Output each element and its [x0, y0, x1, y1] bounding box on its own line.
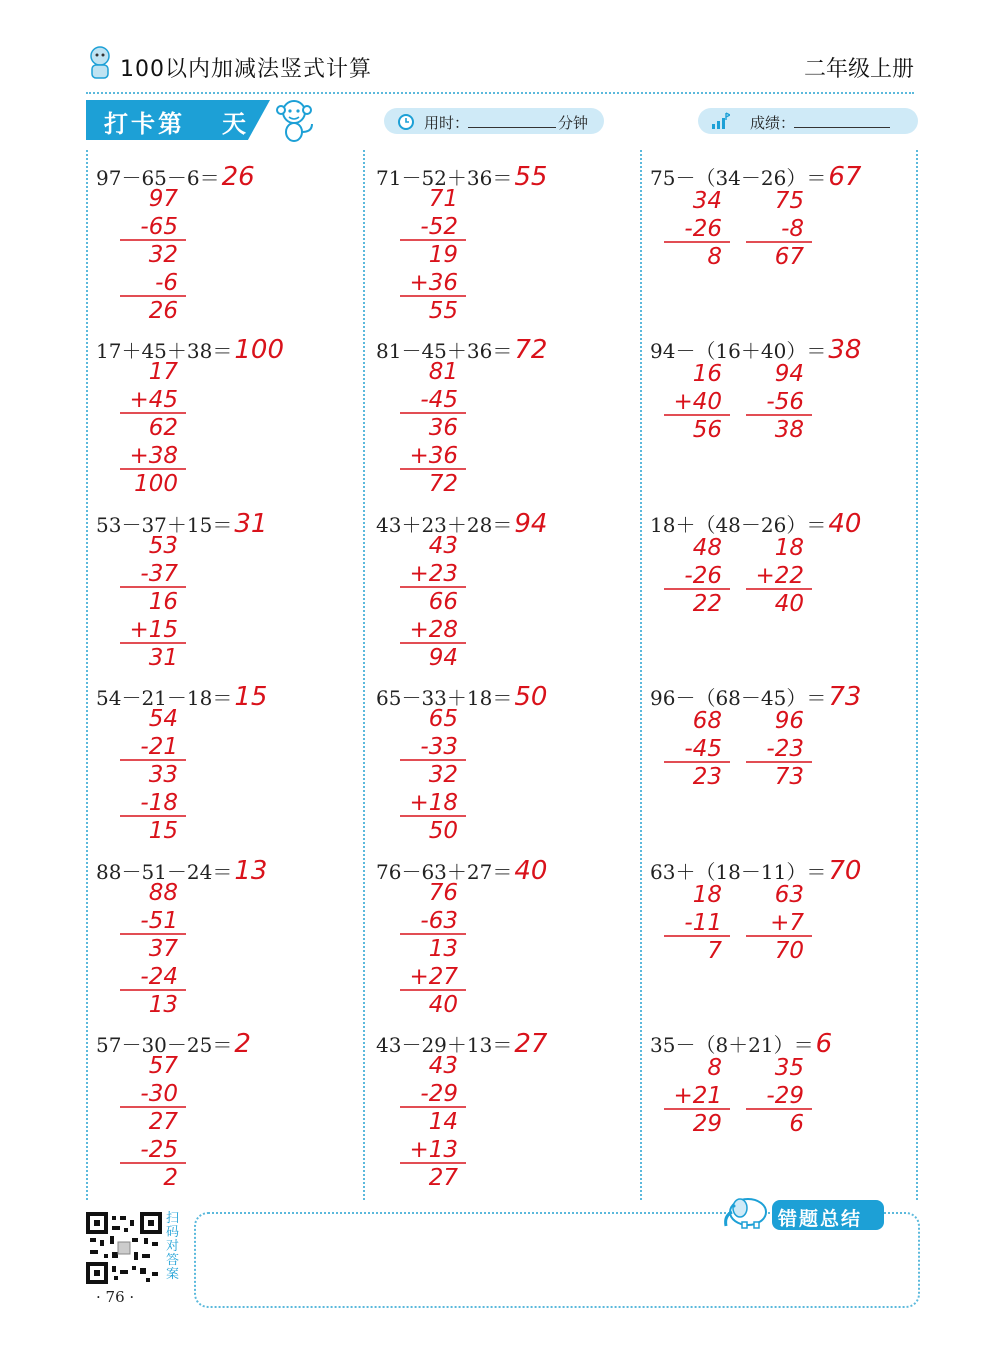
working-operand: -45 — [420, 387, 458, 413]
working-result: 36 — [428, 415, 458, 441]
working-operand: +7 — [770, 910, 804, 936]
problem-item — [96, 678, 366, 848]
vertical-working — [376, 882, 646, 1022]
working-operand: 65 — [428, 708, 458, 732]
problem-item — [650, 331, 920, 501]
working-operand: 17 — [148, 361, 178, 385]
handwritten-answer: 73 — [828, 682, 862, 712]
working-operand: -65 — [140, 214, 178, 240]
working-operand: -56 — [766, 389, 804, 415]
expression-text: 43＋23＋28＝ — [376, 513, 513, 537]
working-result: 40 — [428, 992, 458, 1018]
vertical-working — [376, 188, 646, 328]
working-result: 94 — [428, 645, 458, 671]
qr-code-icon — [86, 1212, 162, 1284]
working-result: 67 — [774, 244, 804, 270]
working-operand: -25 — [140, 1137, 178, 1163]
working-result: 13 — [148, 992, 178, 1018]
working-operand: +28 — [409, 617, 458, 643]
vertical-working — [96, 1055, 366, 1195]
working-operand: +22 — [755, 563, 804, 589]
vertical-working — [650, 1055, 920, 1195]
working-operand: +36 — [409, 270, 458, 296]
handwritten-answer: 55 — [514, 162, 548, 192]
handwritten-answer: 2 — [234, 1029, 251, 1059]
working-operand: -33 — [420, 734, 458, 760]
working-operand: 18 — [774, 535, 804, 561]
vertical-working — [96, 535, 366, 675]
working-operand: 34 — [692, 188, 722, 214]
handwritten-answer: 72 — [514, 335, 548, 365]
working-operand: 18 — [692, 882, 722, 908]
expression-text: 35－（8＋21）＝ — [650, 1033, 814, 1057]
expression-text: 17＋45＋38＝ — [96, 339, 233, 363]
working-operand: 94 — [774, 361, 804, 387]
working-operand: +15 — [129, 617, 178, 643]
working-operand: -52 — [420, 214, 458, 240]
handwritten-answer: 38 — [828, 335, 862, 365]
elephant-mascot-icon — [718, 1190, 774, 1230]
problem-item — [650, 852, 920, 1022]
problem-item — [376, 852, 646, 1022]
working-result: 29 — [692, 1111, 722, 1137]
working-operand: 88 — [148, 882, 178, 906]
problem-item — [376, 505, 646, 675]
working-operand: 54 — [148, 708, 178, 732]
working-result: 38 — [774, 417, 804, 443]
vertical-working — [96, 361, 366, 501]
problem-item — [650, 158, 920, 328]
handwritten-answer: 94 — [514, 509, 548, 539]
problem-item — [96, 158, 366, 328]
mascot-logo-icon — [86, 44, 114, 80]
vertical-working — [650, 188, 920, 328]
working-operand: -45 — [684, 736, 722, 762]
expression-text: 63＋（18－11）＝ — [650, 860, 827, 884]
score-field — [698, 108, 918, 134]
header-divider — [86, 92, 914, 94]
working-result: 72 — [428, 471, 458, 497]
vertical-working — [650, 535, 920, 675]
working-operand: -18 — [140, 790, 178, 816]
working-result: 22 — [692, 591, 722, 617]
working-operand: -11 — [684, 910, 722, 936]
page-number: · 76 · — [96, 1288, 135, 1306]
vertical-working — [376, 535, 646, 675]
working-operand: -29 — [420, 1081, 458, 1107]
working-result: 23 — [692, 764, 722, 790]
score-blank[interactable] — [794, 127, 890, 128]
problem-item — [376, 331, 646, 501]
problem-item — [96, 852, 366, 1022]
working-result: 7 — [707, 938, 722, 964]
problem-item — [376, 158, 646, 328]
working-operand: -51 — [140, 908, 178, 934]
checkin-label: 打卡第 — [104, 110, 185, 138]
working-operand: -21 — [140, 734, 178, 760]
handwritten-answer: 100 — [234, 335, 284, 365]
expression-text: 43－29＋13＝ — [376, 1033, 513, 1057]
expression-text: 18＋（48－26）＝ — [650, 513, 827, 537]
working-result: 6 — [789, 1111, 804, 1137]
problem-item — [650, 505, 920, 675]
vertical-working — [376, 1055, 646, 1195]
handwritten-answer: 67 — [828, 162, 862, 192]
working-result: 26 — [148, 298, 178, 324]
alarm-clock-icon — [396, 111, 416, 131]
vertical-working — [650, 361, 920, 501]
working-operand: -37 — [140, 561, 178, 587]
working-operand: +13 — [409, 1137, 458, 1163]
working-result: 31 — [148, 645, 178, 671]
score-label: 成绩： — [750, 114, 796, 132]
working-result: 27 — [428, 1165, 458, 1191]
handwritten-answer: 6 — [815, 1029, 833, 1059]
working-result: 19 — [428, 242, 458, 268]
handwritten-answer: 26 — [221, 162, 255, 192]
working-result: 32 — [428, 762, 458, 788]
handwritten-answer: 15 — [234, 682, 268, 712]
qr-caption: 扫码对答案 — [166, 1211, 180, 1282]
working-operand: -29 — [766, 1083, 804, 1109]
working-operand: 76 — [428, 882, 458, 906]
working-result: 70 — [774, 938, 804, 964]
working-operand: +40 — [673, 389, 722, 415]
working-result: 66 — [428, 589, 458, 615]
working-operand: 57 — [148, 1055, 178, 1079]
working-operand: 43 — [428, 535, 458, 559]
working-operand: -30 — [140, 1081, 178, 1107]
expression-text: 81－45＋36＝ — [376, 339, 513, 363]
working-operand: -63 — [420, 908, 458, 934]
working-operand: 35 — [774, 1055, 804, 1081]
handwritten-answer: 50 — [514, 682, 548, 712]
vertical-working — [650, 882, 920, 1022]
column-border-left — [86, 150, 88, 1200]
vertical-working — [650, 708, 920, 848]
bar-chart-flag-icon — [710, 111, 730, 131]
problem-item — [376, 678, 646, 848]
working-operand: -26 — [684, 563, 722, 589]
expression-text: 57－30－25＝ — [96, 1033, 233, 1057]
problem-item — [96, 505, 366, 675]
working-operand: +21 — [673, 1083, 722, 1109]
vertical-working — [96, 708, 366, 848]
working-operand: 68 — [692, 708, 722, 734]
handwritten-answer: 27 — [514, 1029, 548, 1059]
working-operand: 43 — [428, 1055, 458, 1079]
working-operand: 8 — [707, 1055, 722, 1081]
working-operand: 71 — [428, 188, 458, 212]
working-operand: +38 — [129, 443, 178, 469]
handwritten-answer: 70 — [828, 856, 862, 886]
working-result: 40 — [774, 591, 804, 617]
vertical-working — [96, 882, 366, 1022]
time-field — [384, 108, 604, 134]
handwritten-answer: 40 — [514, 856, 548, 886]
working-operand: 75 — [774, 188, 804, 214]
working-result: 50 — [428, 818, 458, 844]
vertical-working — [376, 708, 646, 848]
working-result: 8 — [707, 244, 722, 270]
working-result: 73 — [774, 764, 804, 790]
error-summary-label: 错题总结 — [778, 1208, 863, 1230]
vertical-working — [96, 188, 366, 328]
problem-item — [96, 331, 366, 501]
expression-text: 76－63＋27＝ — [376, 860, 513, 884]
handwritten-answer: 40 — [828, 509, 862, 539]
working-result: 32 — [148, 242, 178, 268]
working-result: 15 — [148, 818, 178, 844]
grade-label: 二年级上册 — [803, 57, 914, 82]
problem-item — [376, 1025, 646, 1195]
working-operand: +18 — [409, 790, 458, 816]
working-result: 62 — [148, 415, 178, 441]
working-operand: -8 — [781, 216, 804, 242]
expression-text: 53－37＋15＝ — [96, 513, 233, 537]
working-result: 33 — [148, 762, 178, 788]
working-result: 2 — [163, 1165, 178, 1191]
expression-text: 96－（68－45）＝ — [650, 686, 827, 710]
working-operand: +45 — [129, 387, 178, 413]
expression-text: 97－65－6＝ — [96, 166, 220, 190]
working-operand: 81 — [428, 361, 458, 385]
problem-item — [650, 1025, 920, 1195]
working-operand: +27 — [409, 964, 458, 990]
problem-item — [650, 678, 920, 848]
working-operand: -23 — [766, 736, 804, 762]
time-blank[interactable] — [468, 127, 556, 128]
checkin-day-unit: 天 — [222, 110, 246, 138]
expression-text: 54－21－18＝ — [96, 686, 233, 710]
working-operand: 48 — [692, 535, 722, 561]
working-operand: +23 — [409, 561, 458, 587]
vertical-working — [376, 361, 646, 501]
working-result: 16 — [148, 589, 178, 615]
handwritten-answer: 31 — [234, 509, 268, 539]
working-result: 27 — [148, 1109, 178, 1135]
time-unit: 分钟 — [558, 114, 589, 132]
working-result: 56 — [692, 417, 722, 443]
expression-text: 88－51－24＝ — [96, 860, 233, 884]
working-operand: 53 — [148, 535, 178, 559]
expression-text: 71－52＋36＝ — [376, 166, 513, 190]
working-operand: 97 — [148, 188, 178, 212]
problem-item — [96, 1025, 366, 1195]
working-result: 13 — [428, 936, 458, 962]
working-result: 37 — [148, 936, 178, 962]
working-operand: -26 — [684, 216, 722, 242]
monkey-mascot-icon — [270, 96, 318, 144]
time-label: 用时： — [424, 114, 470, 132]
book-title: 100以内加减法竖式计算 — [120, 57, 372, 82]
working-operand: 63 — [774, 882, 804, 908]
working-result: 55 — [428, 298, 458, 324]
working-operand: 16 — [692, 361, 722, 387]
working-operand: -6 — [155, 270, 178, 296]
expression-text: 75－（34－26）＝ — [650, 166, 827, 190]
working-result: 14 — [428, 1109, 458, 1135]
expression-text: 65－33＋18＝ — [376, 686, 513, 710]
handwritten-answer: 13 — [234, 856, 268, 886]
working-operand: 96 — [774, 708, 804, 734]
working-operand: -24 — [140, 964, 178, 990]
working-result: 100 — [134, 471, 178, 497]
working-operand: +36 — [409, 443, 458, 469]
expression-text: 94－（16＋40）＝ — [650, 339, 827, 363]
